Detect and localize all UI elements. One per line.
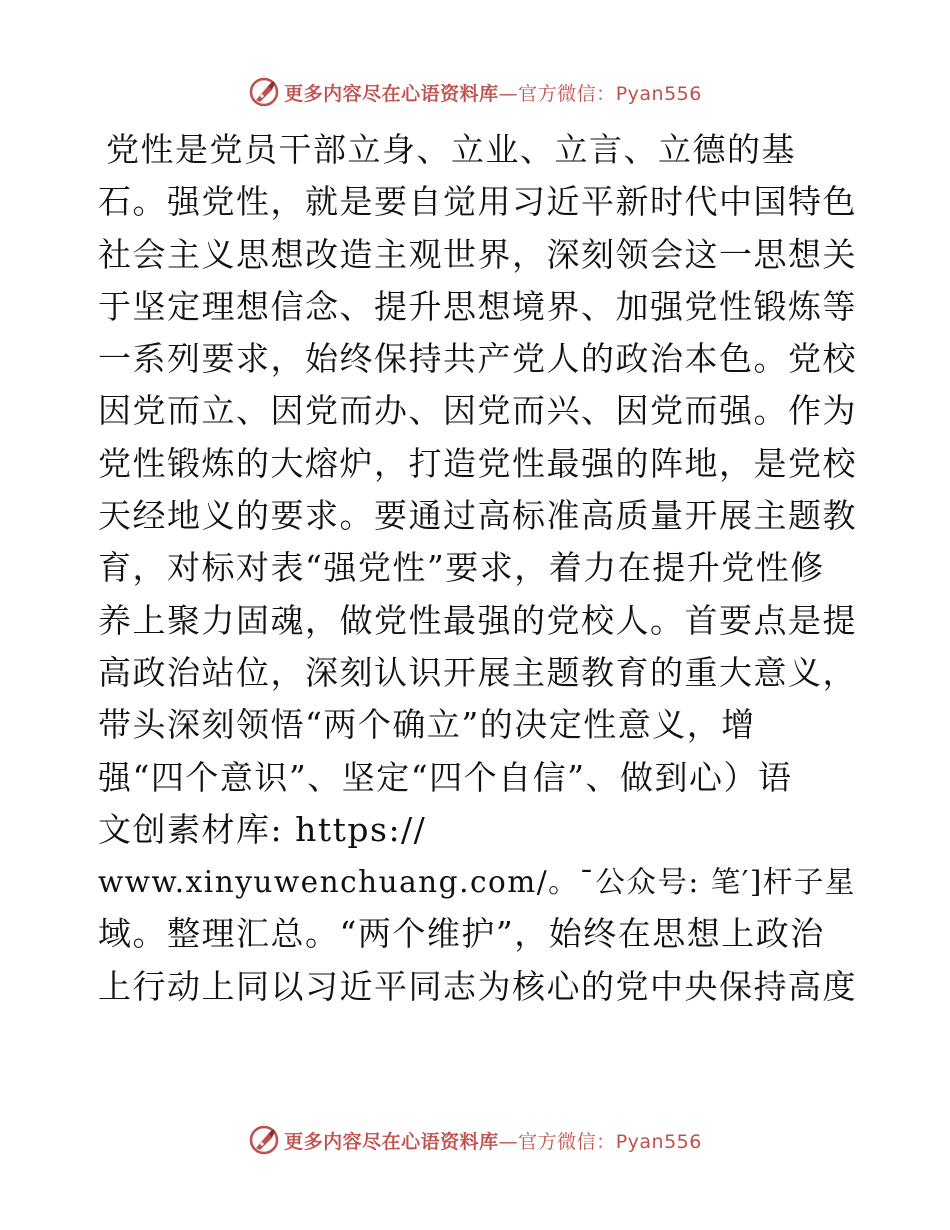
footer-banner [0,1120,950,1160]
banner-wechat-handle: Pyan556 [615,1130,702,1153]
body-line: 天经地义的要求。要通过高标准高质量开展主题教 [98,496,857,536]
banner-text [284,1127,702,1154]
body-line: 因党而立、因党而办、因党而兴、因党而强。作为 [98,391,857,431]
body-line: 高政治站位，深刻认识开展主题教育的重大意义， [98,652,857,692]
body-line: 石。强党性，就是要自觉用习近平新时代中国特色 [98,182,857,222]
body-line: 社会主义思想改造主观世界，深刻领会这一思想关 [98,234,857,274]
body-line: 于坚定理想信念、提升思想境界、加强党性锻炼等 [98,286,857,326]
body-line: www.xinyuwenchuang.com/。¯公众号: 笔′]杆子星 [98,865,856,900]
banner-wechat-label: 官方微信： [518,82,616,105]
banner-wechat-label: 官方微信： [518,1130,616,1153]
banner-site-text: 更多内容尽在心语资料库 [284,82,499,105]
pen-nib-logo-icon [248,76,280,108]
body-line: 文创素材库: https:// [98,809,427,849]
banner-separator: — [498,1130,519,1153]
body-line: 一系列要求，始终保持共产党人的政治本色。党校 [98,339,857,379]
body-line: 带头深刻领悟“两个确立”的决定性意义，增 [98,705,756,745]
body-line: 域。整理汇总。“两个维护”，始终在思想上政治 [98,914,825,954]
banner-separator: — [498,82,519,105]
pen-nib-logo-icon [248,1124,280,1156]
body-line: 育，对标对表“强党性”要求，着力在提升党性修 [98,548,825,588]
body-line: 党性锻炼的大熔炉，打造党性最强的阵地，是党校 [98,443,857,483]
body-line: 党性是党员干部立身、立业、立言、立德的基 [106,130,796,169]
document-body [98,124,858,1013]
banner-text [284,79,702,106]
banner-wechat-handle: Pyan556 [615,82,702,105]
body-line: 强“四个意识”、坚定“四个自信”、做到心）语 [98,757,793,797]
banner-site-text: 更多内容尽在心语资料库 [284,1130,499,1153]
header-banner [0,72,950,112]
body-line: 上行动上同以习近平同志为核心的党中央保持高度 [98,966,857,1006]
body-line: 养上聚力固魂，做党性最强的党校人。首要点是提 [98,600,857,640]
